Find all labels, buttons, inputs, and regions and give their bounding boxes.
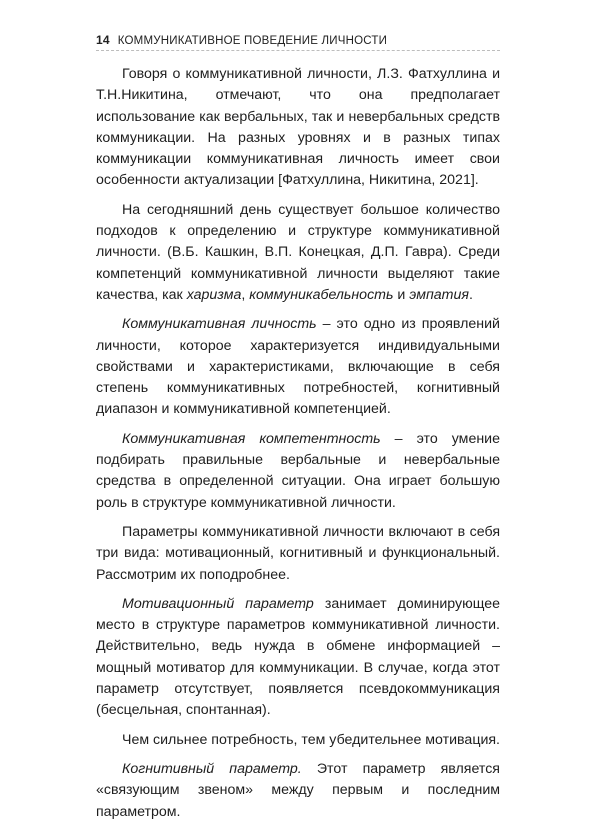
text-run: Говоря о коммуникативной личности, Л.З. Фатхуллина и Т.Н.Никитина, отмечают, что она предполагает использование как вербальных, так и невербальных средств коммуникации. На разных уровнях и в разных типах коммуникации коммуникативная личность имеет свои особенности актуализации [Фатхуллина, Никитина, 2021].: [96, 66, 500, 189]
header-rule: [96, 50, 500, 51]
text-run: ,: [241, 286, 250, 303]
paragraph: [96, 429, 500, 514]
paragraph: [96, 314, 500, 420]
text-run: .: [468, 286, 473, 303]
text-run: занимает доминирующее место в структуре параметров коммуникативной личности. Действительно, ведь нужда в обмене информацией – мощный мотиватор для коммуникации. В случае, когда этот параметр отсутствует, появляется псевдокоммуникация (бесцельная, спонтанная).: [96, 595, 501, 719]
italic-term: коммуникабельность: [249, 286, 394, 303]
paragraph: [96, 594, 500, 722]
text-run: – это умение подбирать правильные вербальные и невербальные средства в определенной ситуации. Она играет большую роль в структуре коммуникативной личности.: [96, 430, 500, 511]
paragraph: [96, 64, 500, 192]
italic-term: Когнитивный параметр.: [122, 760, 302, 777]
italic-term: Мотивационный параметр: [122, 595, 314, 612]
running-title: КОММУНИКАТИВНОЕ ПОВЕДЕНИЕ ЛИЧНОСТИ: [117, 35, 388, 47]
paragraph: [96, 730, 500, 751]
italic-term: Коммуникативная личность: [122, 316, 317, 333]
page-number: 14: [96, 33, 110, 47]
text-run: На сегодняшний день существует большое количество подходов к определению и структуре коммуникативной личности. (В.Б. Кашкин, В.П. Конецкая, Д.П. Гавра). Среди компетенций коммуникативной личности выделяют такие качества, как: [96, 201, 500, 303]
running-header: [96, 33, 500, 47]
text-run: Этот параметр является «связующим звеном» между первым и последним параметром.: [96, 760, 500, 820]
text-run: и: [393, 286, 410, 303]
page-body: [96, 64, 500, 823]
italic-term: эмпатия: [409, 286, 469, 303]
italic-term: харизма: [186, 286, 242, 303]
italic-term: Коммуникативная компетентность: [122, 430, 381, 447]
text-run: Чем сильнее потребность, тем убедительнее мотивация.: [122, 731, 500, 748]
paragraph: [96, 200, 500, 306]
paragraph: [96, 522, 500, 586]
paragraph: [96, 759, 500, 823]
text-run: – это одно из проявлений личности, которое характеризуется индивидуальными свойствами и характеристиками, включающие в себя степень коммуникативных потребностей, когнитивный диапазон и коммуникативной компетенцией.: [96, 316, 500, 418]
text-run: Параметры коммуникативной личности включают в себя три вида: мотивационный, когнитивный и функциональный. Рассмотрим их поподробнее.: [96, 523, 500, 583]
